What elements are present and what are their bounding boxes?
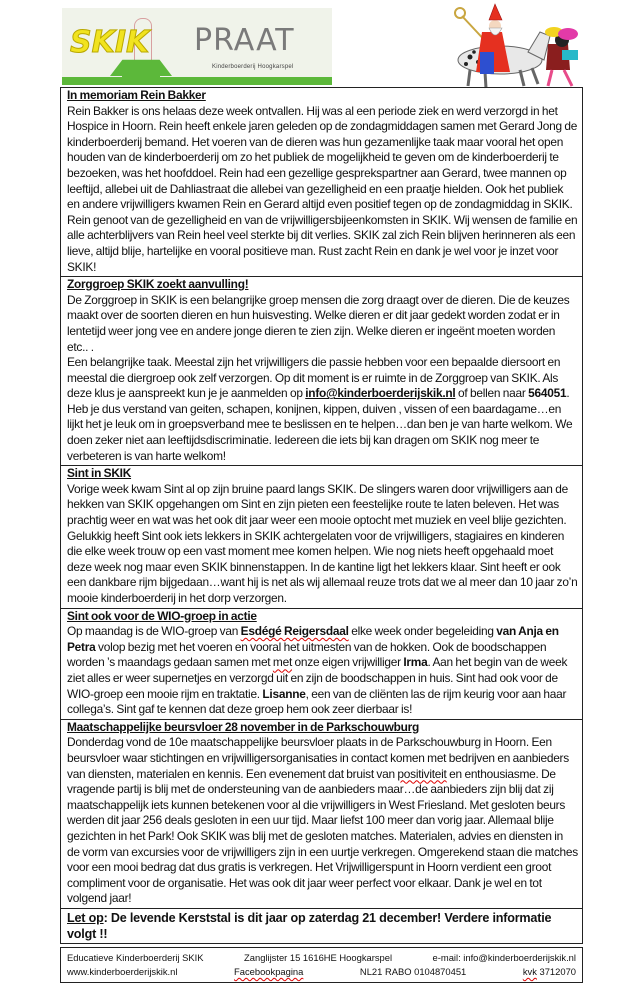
footer-address: Zanglijster 15 1616HE Hoogkarspel: [244, 951, 393, 963]
sint-mitre: [489, 4, 502, 20]
footer-website-link[interactable]: www.kinderboerderijskik.nl: [67, 965, 178, 977]
piet-hat-pink: [558, 28, 578, 40]
organisation-name: Esdégé Reigersdaal: [240, 624, 349, 639]
sinterklaas-illustration: [440, 2, 590, 90]
body-text: De Zorggroep in SKIK is een belangrijke groep mensen die zorg draagt over de dieren. Die de keuzes maakt over de soorten dieren en hun huisvesting. Welke dieren er dit jaar gedekt worden zodat er in lentetijd weer jong vee en andere jonge dieren te zien zijn. Welke dieren er ingeënt moeten worden etc.. .: [67, 292, 570, 354]
kerststal-notice: [60, 909, 583, 944]
section-title: Sint ook voor de WIO-groep in actie: [67, 608, 257, 623]
volunteer-name: Irma: [403, 655, 428, 670]
piet-legs: [548, 70, 572, 86]
section-title: Sint in SKIK: [67, 466, 132, 481]
client-name: Lisanne: [262, 686, 306, 701]
footer-org-name: Educatieve Kinderboerderij SKIK: [67, 951, 204, 963]
footer-row-2: [67, 965, 576, 979]
body-text: volop bezig met het voeren en vooral het uitmesten van de hokken. Ook de boodschappen worden ’s maandags gedaan samen met: [67, 639, 547, 670]
leaders-names: van Anja en Petra: [67, 624, 559, 654]
phone-number: 564051: [528, 386, 567, 401]
body-text: Een belangrijke taak. Meestal zijn het vrijwilligers die passie hebben voor een bepaalde diersoort en meestal die diergroep ook zelf verzorgen. Op dit moment is er ruimte in de Zorggroep van SKIK. Als deze klus je aanspreekt kun je je aanmelden op: [67, 355, 561, 401]
section-sint-in-skik: [61, 466, 582, 608]
kvk-label: kvk: [522, 965, 537, 977]
footer-bank-account: NL21 RABO 0104870451: [359, 965, 467, 977]
newsletter-header: [0, 0, 635, 87]
staff-crook: [455, 8, 465, 18]
section-beursvloer: [61, 720, 582, 908]
sint-cape-blue: [480, 52, 494, 74]
skikpraat-logo: [62, 8, 332, 85]
section-zorggroep: [61, 277, 582, 466]
body-text: . Aan het begin van de week ziet alles er weer supernetjes en verzorgd uit en zijn de boodschappen in huis. Sint had ook voor de WIO-groep een mooie rijm en traktatie.: [67, 655, 568, 701]
body-text: Donderdag vond de 10e maatschappelijke beursvloer plaats in de Parkschouwburg in Hoorn. Een beursvloer waar stichtingen en vrijwilligersorganisaties in contact komen met bedrijven en aanbieders van diensten, materialen en kennis. Een evenement dat bruist van: [67, 735, 569, 781]
body-text: , een van de cliënten las de rijm keurig voor aan haar collega’s. Sint gaf te kennen dat deze groep hem ook zeer dierbaar is!: [67, 686, 567, 717]
section-body: [67, 293, 578, 465]
body-text: onze eigen vrijwilliger: [292, 655, 404, 670]
section-wio-groep: [61, 609, 582, 720]
section-title: Zorggroep SKIK zoekt aanvulling!: [67, 277, 249, 292]
body-text: Op maandag is de WIO-groep van: [67, 624, 241, 639]
body-text: of bellen naar: [455, 386, 529, 401]
email-link[interactable]: info@kinderboerderijskik.nl: [305, 386, 456, 401]
section-body: [67, 624, 578, 718]
footer-facebook-link[interactable]: Facebookpagina: [234, 965, 304, 977]
logo-green-step: [122, 67, 160, 77]
section-body: Rein Bakker is ons helaas deze week ontvallen. Hij was al een periode ziek en werd verzorgd in het Hospice in Hoorn. Rein heeft enkele jaren geleden op de zondagmiddagen samen met Gerard Jong de kinderboerderij bemand. Het voeren van de dieren was hun gezamenlijke taak maar vooral het open houden van de kinderboerderij om zo het publiek de mogelijkheid te geven om de kinderboerderij te bezoeken, was het hoofddoel. Rein had een gezellige gesprekspartner aan Gerard, twee mannen op leeftijd, allebei uit de Dahliastraat die allebei van gezelligheid en een praatje hielden. Ook het publiek en andere vrijwilligers kwamen Rein en Gerard altijd even positief tegen op de zondagmiddag in SKIK. Rein genoot van de gezelligheid en van de vrijwilligersbijeenkomsten in SKIK. Wij wensen de familie en alle achterblijvers van Rein heel veel sterkte bij dit verlies. SKIK zal zich Rein blijven herinneren als een lieve, altijd blije, hartelijke en vooral positieve man. Rust zacht Rein en dank je wel voor je inzet voor SKIK!: [67, 103, 578, 274]
footer-row-1: [67, 951, 576, 965]
section-body: Vorige week kwam Sint al op zijn bruine paard langs SKIK. De slingers waren door vrijwilligers aan de hekken van SKIK opgehangen om Sint en zijn pieten een feestelijke route te laten beleven. Het was prachtig weer en wat was het ook dit jaar weer een mooie optocht met muziek en veel blije gezichten. Gelukkig heeft Sint ook iets lekkers in SKIK achtergelaten voor de vrijwilligers, stagiaires en kinderen die elke week trouw op een vast moment mee komen helpen. Wie nog niets heeft opgehaald moet deze week nog maar even SKIK binnenstappen. In de kantine ligt het lekkers klaar. Sint heeft er ook een dankbare rijm bijgedaan…want hij is net als wij allemaal reuze trots dat we al meer dan 10 jaar zo’n mooie kinderboerderij in het dorp verzorgen.: [67, 481, 578, 605]
contact-footer: [60, 947, 583, 983]
notice-text: : De levende Kerststal is dit jaar op zaterdag 21 december! Verdere informatie volgt !!: [67, 910, 552, 941]
footer-kvk: [523, 965, 576, 979]
logo-praat-text: PRAAT: [194, 23, 295, 58]
body-text: . Heb je dus verstand van geiten, schapen, konijnen, kippen, duiven , vissen of een baardagame…en lijkt het je leuk om in groepsverband mee te beslissen en te helpen…dan ben je van harte welkom. We doen zeker niet aan leeftijdsdiscriminatie. Iedereen die iets bij kan dragen om SKIK nog meer te verbeteren is van harte welkom!: [67, 386, 573, 463]
kvk-number: 3712070: [536, 965, 576, 977]
footer-email[interactable]: e-mail: info@kinderboerderijskik.nl: [432, 951, 576, 963]
spelling-flagged-word: met: [272, 655, 292, 670]
piet-collar: [562, 50, 578, 60]
section-title: In memoriam Rein Bakker: [67, 88, 206, 102]
logo-skik-text: SKIK: [70, 25, 150, 60]
body-text: en enthousiasme. De vragende partij is blij met de ondersteuning van de aanbieders maar…de aanbieders zijn blij dat zij maatschappelijk iets kunnen betekenen voor al die vrijwilligers in West Friesland. Met gesloten beurs werden dit jaar 256 deals gesloten in een uur tijd. Maar liefst 100 meer dan vorig jaar. Allemaal blije gezichten in het Park! Ook SKIK was blij met de gesloten matches. Materialen, advies en diensten in de vorm van excursies voor de vrijwilligers zijn in een uurtje verkregen. Omgerekend staan die matches voor een mooi bedrag dat dus gratis is verkregen. Het Vrijwilligerspunt in Hoorn verdient een groot compliment voor de organisatie. Het was ook dit jaar weer perfect voor elkaar. Dank je wel en tot volgend jaar!: [67, 766, 578, 906]
logo-green-bar: [62, 77, 332, 85]
section-in-memoriam: [61, 88, 582, 277]
section-title: Maatschappelijke beursvloer 28 november in de Parkschouwburg: [67, 719, 420, 734]
notice-label: Let op: [67, 910, 104, 925]
logo-subtitle: Kinderboerderij Hoogkarspel: [212, 64, 294, 70]
body-text: elke week onder begeleiding: [348, 624, 497, 639]
section-body: [67, 735, 578, 907]
newsletter-content-box: [60, 87, 583, 909]
spelling-flagged-word: positiviteit: [397, 766, 447, 781]
